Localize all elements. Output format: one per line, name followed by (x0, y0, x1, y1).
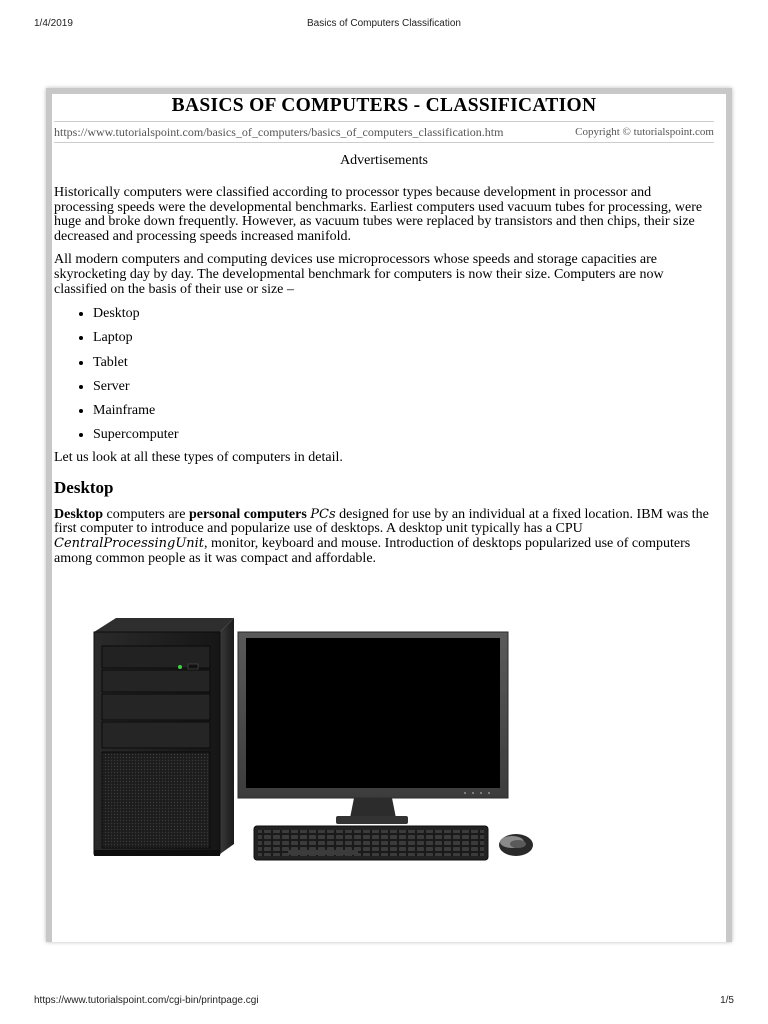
document-content (54, 94, 714, 566)
list-item: • Tablet (93, 355, 714, 371)
keyboard (254, 826, 488, 860)
page-number: 1/5 (720, 995, 734, 1006)
source-row (54, 121, 714, 143)
pc-tower (94, 618, 234, 856)
text-run: , monitor, keyboard and mouse. Introduction of desktops popularized use of computers among common people as it was compact and affordable. (54, 536, 691, 566)
detail-intro-paragraph: Let us look at all these types of computers in detail. (54, 450, 343, 466)
desktop-computer-illustration (92, 612, 542, 868)
bold-personal-computers: personal computers (188, 506, 307, 522)
list-item: • Server (93, 379, 714, 395)
advertisements-label: Advertisements (340, 153, 428, 168)
text-run: designed for use by an individual at a fixed location. IBM was the first computer to introduce and popularize use of desktops. A desktop unit typically has a CPU (54, 506, 709, 537)
list-item: • Mainframe (93, 403, 714, 419)
print-header (0, 0, 768, 40)
print-footer (0, 995, 768, 1015)
monitor (238, 632, 508, 824)
desktop-paragraph (54, 508, 714, 566)
list-item: • Laptop (93, 330, 714, 346)
section-heading-desktop: Desktop (54, 477, 114, 497)
print-title: Basics of Computers Classification (307, 18, 461, 29)
list-item: • Supercomputer (93, 427, 714, 443)
copyright-notice: Copyright © tutorialspoint.com (575, 126, 714, 138)
modern-paragraph: All modern computers and computing devices use microprocessors whose speeds and storage capacities are skyrocketing day by day. The developmental benchmark for computers is now their size. Computers are now classified on the basis of their use or size – (54, 252, 664, 297)
math-pcs: PCs (310, 506, 336, 522)
math-cpu: CentralProcessingUnit (54, 536, 205, 552)
document-title: BASICS OF COMPUTERS - CLASSIFICATION (171, 95, 597, 116)
computer-types-list (54, 306, 714, 443)
mouse (499, 834, 533, 856)
intro-paragraph: Historically computers were classified according to processor types because development in processor and processing speeds were the developmental benchmarks. Earliest computers used vacuum tubes for processing, were huge and broke down frequently. However, as vacuum tubes were replaced by transistors and then chips, their size decreased and processing speeds increased manifold. (54, 185, 703, 244)
source-url[interactable]: https://www.tutorialspoint.com/basics_of_computers/basics_of_computers_classification.htm (54, 125, 504, 139)
bold-desktop: Desktop (54, 506, 104, 522)
text-run: computers are (103, 506, 189, 522)
print-date: 1/4/2019 (34, 18, 73, 29)
list-item: • Desktop (93, 306, 714, 322)
footer-url[interactable]: https://www.tutorialspoint.com/cgi-bin/printpage.cgi (34, 995, 259, 1006)
